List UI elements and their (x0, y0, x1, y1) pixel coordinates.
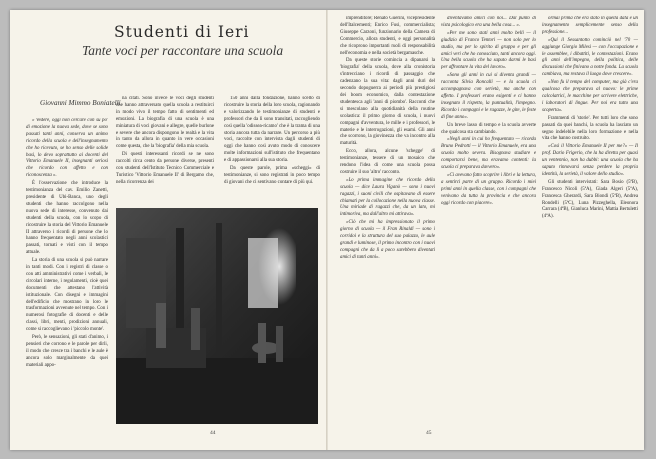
paragraph: 150 anni dalla fondazione, hanno scelto di ricostruire la storia della loro scuola, ragionando e valorizzando le testimonianze di studenti e professori che da lì sono transitati, raccogliendo così quella 'odissea-ricamo' che è la trama di una storia ancora tutta da narrare. Un percorso a più voci, raccolte con intervista dagli studenti di oggi che hanno così avuto modo di conoscere molte informazioni sull'istituto che frequentano e di appassionarsi alla sua storia. (224, 96, 320, 164)
paragraph: na citati. Sono invece le voci degli studenti che hanno attraversato quella scuola a restituirci in modo vivo il tempo fatto di sentimenti ed emozioni. La biografia di una scuola è una miniatura di voci giovani e allegre, quelle burlone e severe che ancora dispongono le realtà e la vita in tanto da allora in quanto in vere occasioni come questa, che la 'biografia' della mia scuola. (116, 96, 214, 150)
left-column-1 (26, 118, 108, 418)
paragraph: «Negli anni in cui ho frequentato — ricorda Bruno Pedrotti — il Vittorio Emanuele, era una scuola molto severa. Bisognava studiare e comportarsi bene, ma eravamo contenti: la scuola ci preparava davvero». (441, 137, 536, 171)
paragraph: «Ciò che mi ha impressionato il primo giorno di scuola — il Fran Rinaldi — sono i corridoi e la struttura del suo palazzo, le aule grandi e luminose, il primo incontro con i nuovi compagni che da lì a poco sarebbero diventati amici di tanti anni». (340, 220, 435, 260)
paragraph: Da queste storie comincia a dipanarsi la 'biografia' della scuola, dove alla cronistoria s'intrecciano i ricordi di passaggio che cadenzano la sua vita: dagli anni duri del secondo dopoguerra ai periodi più prestigiosi dei boom economico, dalla contestazione studentesca agli 'anni di piombo'. Racconti che si mescolano alla quotidianità della routine scolastica: il primo giorno di scuola, i nuovi compagni d'avventura, le mille e i professori, le materie e le interrogazioni, gli esami. Gli anni che scorrono, la giovinezza che va incontro alla maturità. (340, 58, 435, 147)
paragraph: imprenditore; Renato Guerini, vicepresidente dell'Italcementi; Enrico Fusi, commercialista; Giuseppe Carzoni, funzionario della Camera di Commercio, allora studenti, e oggi personalità che ricoprono importanti ruoli di responsabilità nell'economia e nella società bergamasche. (340, 16, 435, 56)
article-author: Giovanni Mimmo Boniatelli (40, 99, 121, 107)
paragraph: «Sono gli anni in cui si diventa grandi — racconta Silvia Roncalli — e la scuola ci accompagnava con serietà, ma anche con affetto. I professori erano esigenti e ci hanno insegnato il rispetto, la puntualità, l'impegno. Ricordo i compagni e le ragazze, le gite, le feste di fine anno». (441, 73, 536, 120)
paragraph: Di questi interessanti ricordi se ne sono raccolti circa cento da persone diverse, presenti con studenti dell'Istituto Tecnico Commerciale e Turistico 'Vittorio Emanuele II' di Bergamo che, nella ricorrenza dei (116, 152, 214, 185)
paragraph: «Non fu il tempo del computer, ma già c'era qualcosa che preparava al nuovo: le prime calcolatrici, le macchine per scrivere elettriche, i laboratori di lingue. Per noi era tutto una scoperta». (542, 80, 638, 113)
left-page (10, 10, 326, 450)
paragraph: « Vedere, oggi non cercare con su po' di emozione la nuova sede, dove se sono passati tanti anni, conserva un animo ricordo della scuola e dell'insegnamento che ho ricevuto, se ho senso delle solide basi, lo devo soprattutto ai docenti del Vittorio Emanuele II, insegnanti seriosi che ricordo con affetto e con riconoscenza ». (26, 118, 108, 179)
page-number-right: 45 (426, 430, 432, 436)
paragraph: diventavamo amici con noi... Dal punto di vista psicologico era una bella cosa... ». (441, 16, 536, 28)
paragraph: Gli studenti intervistati: Sara Bosio (5ªB), Francesco Nicoli (5ªA), Giada Algeri (5ªA), Francesca Gherardi, Sara Biondi (5ªB), Andrea Rondelli (5ªC), Luna Pizzeghella, Eleonora Carrara (4ªB), Gianluca Marini, Mattia Bertuletti (4ªA). (542, 179, 638, 220)
left-column-3 (224, 96, 320, 204)
right-column-1 (340, 16, 435, 426)
paragraph: «Per me sono stati anni molto belli — il giudizio di Franco Tentori — non solo per lo studio, ma per lo spirito di gruppo e per gli amici veri che ho conosciuto, tanti ancora oggi. Una bella scuola che ha saputo darmi le basi per affrontare la vita del lavoro». (441, 30, 536, 71)
paragraph: Frammenti di 'storie'. Per tutti loro che sono passati da quei banchi, la scuola ha lasciato un segno indelebile nella loro formazione e nella vita che hanno costruito. (542, 115, 638, 142)
paragraph: Però, le sensazioni, gli stati d'animo, i pensieri che corrono e le parole per dirli, il modo che cresce tra i banchi e le aule è ancora solo marginalmente da quei materiali appo- (26, 335, 108, 368)
magazine-spread (10, 10, 644, 450)
paragraph: Un breve lasso di tempo e la scuola avverte che qualcosa sta cambiando. (441, 122, 536, 135)
left-column-2 (116, 96, 214, 204)
right-page (328, 10, 644, 450)
page-number-left: 44 (210, 430, 216, 436)
right-column-2 (441, 16, 536, 426)
paragraph: La storia di una scuola si può narrare in tanti modi. Con i registri di classe o con atti amministrativi come i verbali, le circolari interne, i regolamenti, cioè quei documenti che attestano l'attività istituzionale. Con disegni e immagini dell'edificio che mostrano in loro le trasformazioni avvenute nel tempo. Con i numerosi fotografie di docenti e delle classi, libri, menti, prodizioni annuali, come si raccoglievano i 'piccolo monte'. (26, 258, 108, 333)
paragraph: Ecco, allora, alcune 'schegge' di testimonianze, tessere di un mosaico che rendono l'idea di come una scuola possa costruire il suo 'altro' racconto. (340, 149, 435, 175)
paragraph: ormai prima che era stato in quella data e un insegnamento semplicemente senso della professione... (542, 16, 638, 35)
paragraph: «Qui il Sessantotto cominciò nel '70 — aggiunge Giorgio Milesi — con l'occupazione e le assemblee, i dibattiti, le contestazioni. Erano gli anni dell'impegno, della politica, delle discussioni che finivano a notte fonda. La scuola cambiava, ma restava il luogo dove crescere». (542, 37, 638, 78)
school-corridor-photo (116, 208, 318, 424)
right-column-3 (542, 16, 638, 426)
article-title: Studenti di Ieri (114, 23, 250, 41)
historic-photo (116, 208, 318, 424)
paragraph: È l'osservazione che introduce la testimonianza del cav. Emilio Zanetti, presidente di Ubi-Banca, uno degli studenti che hanno raccolgono nella nuova sede di interesse, convenuto dai studenti della scuola, con lo scopo di ricostruire la storia del Vittorio Emanuele II attraverso i ricordi di persone che lo hanno frequentato negli anni scolastici passati, tornati e visti con il tempo attuale. (26, 181, 108, 256)
paragraph: «Ci avevano fatto scoprire i libri e la lettura, a sentirci parte di un gruppo. Ricordo i miei primi anni in quella classe, con i compagni che venivano da tutta la provincia e che ancora oggi ricordo con piacere». (441, 172, 536, 206)
paragraph: Da queste parole, prima «scheggi» di testimonianze, si sono registrati in poco tempo di giovani che ci sentivano contare di più qui. (224, 166, 320, 185)
paragraph: «Lo prima immagine che ricordo della scuola — dice Laura Viganò — sono i nuovi ragazzi, i suoni civili che ospitavano di essere chiamati per la collocazione nella nuova classe. Una miriade di ragazzi che, da un lato, mi intimoriva, ma dall'altro mi attirava». (340, 177, 435, 218)
article-subtitle: Tante voci per raccontare una scuola (82, 43, 284, 58)
paragraph: «Così il Vittorio Emanuele II per me?» — Il prof. Dario Frigerio, che la ha diretta per quasi un ventennio, non ha dubbi: una scuola che ha saputo rinnovarsi senza perdere la propria identità, la serietà, il valore dello studio». (542, 144, 638, 177)
